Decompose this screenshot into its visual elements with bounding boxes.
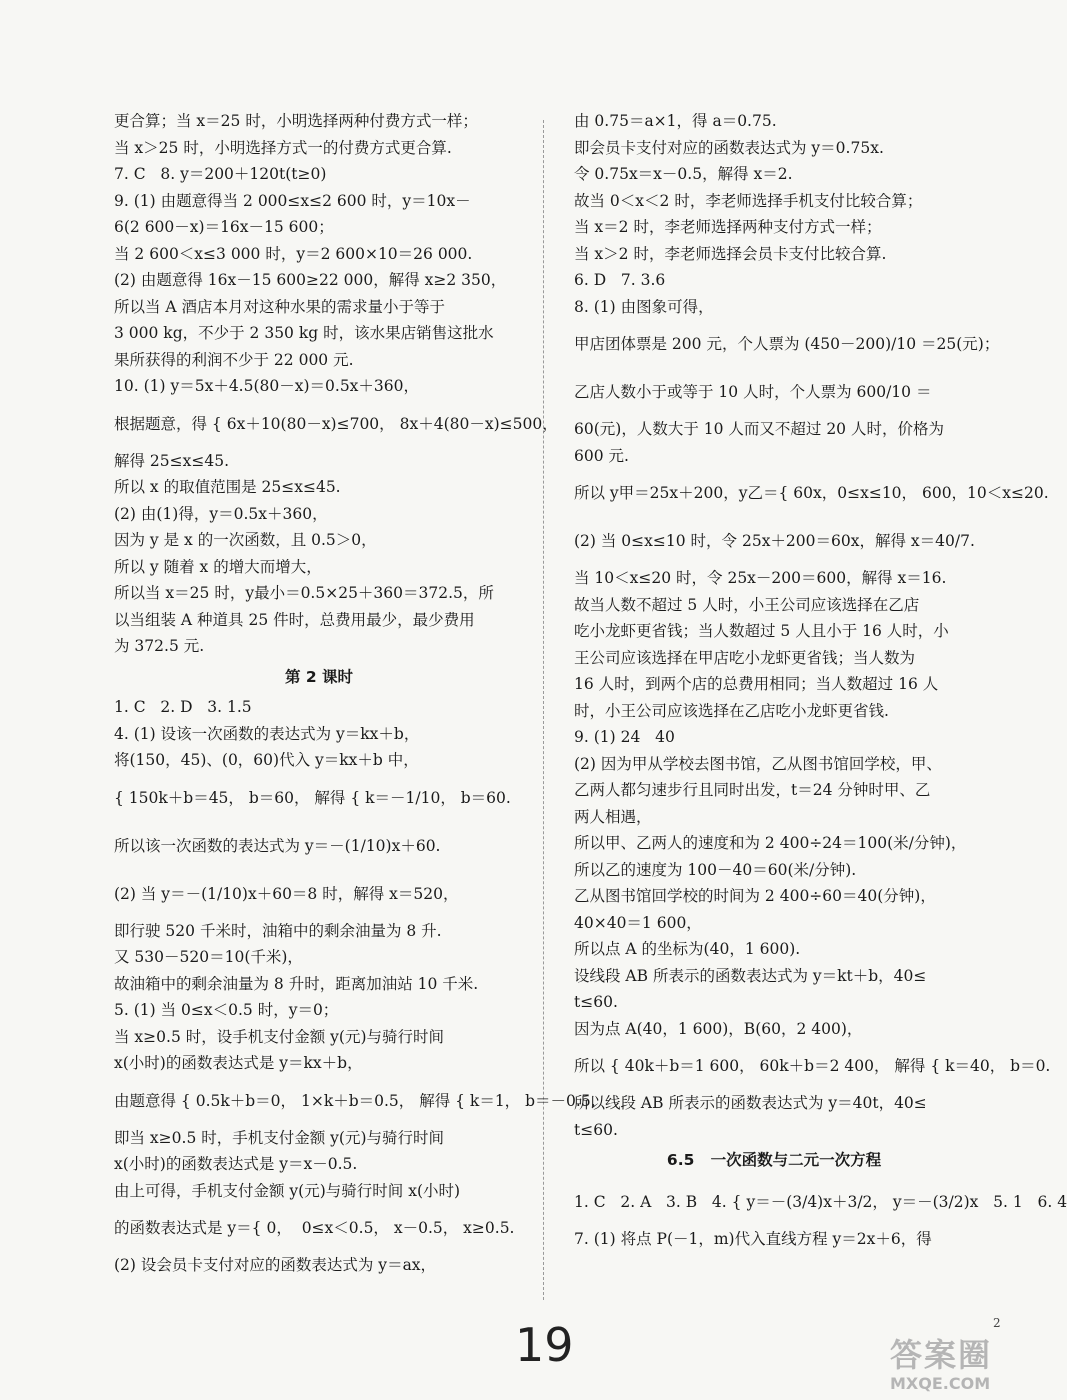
text-line: (2) 设会员卡支付对应的函数表达式为 y＝ax， xyxy=(114,1256,437,1274)
text-line: 所以 x 的取值范围是 25≤x≤45. xyxy=(114,478,341,496)
text-line: 故油箱中的剩余油量为 8 升时，距离加油站 10 千米. xyxy=(114,974,479,993)
text-line: 所以当 A 酒店本月对这种水果的需求量小于等于 xyxy=(114,297,446,316)
text-line: 即行驶 520 千米时，油箱中的剩余油量为 8 升. xyxy=(114,921,442,940)
text-line: 所以点 A 的坐标为(40，1 600). xyxy=(574,940,801,958)
text-line: 更合算；当 x＝25 时，小明选择两种付费方式一样； xyxy=(114,112,478,130)
text-line: 7. C 8. y＝200＋120t(t≥0) xyxy=(114,165,327,183)
text-line: 吃小龙虾更省钱；当人数超过 5 人且小于 16 人时，小 xyxy=(574,622,949,640)
text-line: 以当组装 A 种道具 25 件时，总费用最少，最少费用 xyxy=(114,610,475,629)
text-line: 故当 0＜x＜2 时，李老师选择手机支付比较合算； xyxy=(574,191,923,210)
edge-page-mark: 2 xyxy=(993,1316,1001,1330)
equation-line: 根据题意，得 { 6x＋10(80－x)≤700， 8x＋4(80－x)≤500， xyxy=(114,414,558,433)
text-line: t≤60. xyxy=(574,993,618,1011)
handwritten-page-number: 19 xyxy=(515,1318,574,1372)
text-line: 乙从图书馆回学校的时间为 2 400÷60＝40(分钟)， xyxy=(574,887,936,905)
text-line: 将(150，45)、(0，60)代入 y＝kx＋b 中， xyxy=(114,751,419,769)
text-line: 16 人时，到两个店的总费用相同；当人数超过 16 人 xyxy=(574,675,939,693)
text-line: 9. (1) 24 40 xyxy=(574,728,675,746)
equation-line: 乙店人数小于或等于 10 人时，个人票为 600/10 ＝ xyxy=(574,383,932,401)
equation-line: 甲店团体票是 200 元，个人票为 (450－200)/10 ＝25(元)； xyxy=(574,335,1000,353)
text-line: 果所获得的利润不少于 22 000 元. xyxy=(114,350,354,369)
equation-line: (2) 当 y＝－(1/10)x＋60＝8 时，解得 x＝520， xyxy=(114,884,459,903)
text-line: 600 元. xyxy=(574,446,629,465)
text-line: (2) 由(1)得，y＝0.5x＋360， xyxy=(114,504,328,523)
text-line: 10. (1) y＝5x＋4.5(80－x)＝0.5x＋360， xyxy=(114,377,420,395)
text-line: (2) 因为甲从学校去图书馆，乙从图书馆回学校，甲、 xyxy=(574,754,942,773)
text-line: 令 0.75x＝x－0.5，解得 x＝2. xyxy=(574,165,793,183)
watermark-text: 答案圈 xyxy=(890,1336,993,1374)
text-line: 解得 25≤x≤45. xyxy=(114,451,230,470)
text-line: 当 x＞2 时，李老师选择会员卡支付比较合算. xyxy=(574,244,887,263)
text-line: 所以 y 随着 x 的增大而增大， xyxy=(114,557,322,576)
text-line: 所以线段 AB 所表示的函数表达式为 y＝40t，40≤ xyxy=(574,1094,927,1112)
text-line: 当 x＞25 时，小明选择方式一的付费方式更合算. xyxy=(114,138,452,157)
text-line: 40×40＝1 600， xyxy=(574,913,702,932)
watermark-url: MXQE.COM xyxy=(890,1374,991,1393)
text-line: 所以乙的速度为 100－40＝60(米/分钟). xyxy=(574,860,857,879)
text-line: (2) 由题意得 16x－15 600≥22 000，解得 x≥2 350， xyxy=(114,271,507,289)
text-line: x(小时)的函数表达式是 y＝kx＋b， xyxy=(114,1054,363,1072)
text-line: 所以当 x＝25 时，y最小＝0.5×25＋360＝372.5，所 xyxy=(114,584,494,602)
right-column xyxy=(574,108,1067,1252)
text-line: 5. (1) 当 0≤x＜0.5 时，y＝0； xyxy=(114,1001,339,1019)
text-line: 又 530－520＝10(千米)， xyxy=(114,948,303,966)
text-line: 当 x≥0.5 时，设手机支付金额 y(元)与骑行时间 xyxy=(114,1027,445,1046)
text-line: t≤60. xyxy=(574,1120,618,1139)
text-line: 6. D 7. 3.6 xyxy=(574,271,666,289)
text-line: 6(2 600－x)＝16x－15 600； xyxy=(114,218,334,236)
equation-line: 所以 y甲＝25x＋200，y乙＝{ 60x，0≤x≤10， 600，10＜x≤20. xyxy=(574,484,1049,502)
text-line: 故当人数不超过 5 人时，小王公司应该选择在乙店 xyxy=(574,595,920,614)
text-line: 设线段 AB 所表示的函数表达式为 y＝kt＋b，40≤ xyxy=(574,966,927,985)
text-line: 3 000 kg，不少于 2 350 kg 时，该水果店销售这批水 xyxy=(114,324,494,342)
text-line: 当 x＝2 时，李老师选择两种支付方式一样； xyxy=(574,218,882,236)
text-line: 两人相遇， xyxy=(574,807,652,826)
text-line: 60(元)，人数大于 10 人而又不超过 20 人时，价格为 xyxy=(574,420,944,438)
text-line: x(小时)的函数表达式是 y＝x－0.5. xyxy=(114,1155,358,1173)
text-line: 即当 x≥0.5 时，手机支付金额 y(元)与骑行时间 xyxy=(114,1128,445,1147)
text-line: 因为 y 是 x 的一次函数，且 0.5＞0， xyxy=(114,531,377,549)
text-line: 7. (1) 将点 P(－1，m)代入直线方程 y＝2x＋6，得 xyxy=(574,1229,932,1248)
text-line: 由 0.75＝a×1，得 a＝0.75. xyxy=(574,112,777,130)
text-line: 当 10＜x≤20 时，令 25x－200＝600，解得 x＝16. xyxy=(574,569,947,587)
text-line: 因为点 A(40，1 600)，B(60，2 400)， xyxy=(574,1019,863,1038)
equation-line: 由题意得 { 0.5k＋b＝0， 1×k＋b＝0.5， 解得 { k＝1， b＝－0.5. xyxy=(114,1091,596,1110)
equation-line: 的函数表达式是 y＝{ 0， 0≤x＜0.5， x－0.5， x≥0.5. xyxy=(114,1219,515,1237)
text-line: 为 372.5 元. xyxy=(114,637,205,655)
equation-line: 所以 { 40k＋b＝1 600， 60k＋b＝2 400， 解得 { k＝40， b＝0. xyxy=(574,1057,1051,1075)
text-line: 4. (1) 设该一次函数的表达式为 y＝kx＋b， xyxy=(114,724,420,743)
equation-line: 1. C 2. A 3. B 4. { y＝－(3/4)x＋3/2， y＝－(3/2)x 5. 1 6. 4 xyxy=(574,1192,1067,1211)
column-divider xyxy=(543,120,544,1300)
text-line: 当 2 600＜x≤3 000 时，y＝2 600×10＝26 000. xyxy=(114,244,473,263)
text-line: 时，小王公司应该选择在乙店吃小龙虾更省钱. xyxy=(574,701,889,720)
equation-line: { 150k＋b＝45， b＝60， 解得 { k＝－1/10， b＝60. xyxy=(114,788,511,807)
section-heading: 6.5 一次函数与二元一次方程 xyxy=(666,1151,882,1169)
section-heading: 第 2 课时 xyxy=(284,667,354,686)
text-line: 由上可得，手机支付金额 y(元)与骑行时间 x(小时) xyxy=(114,1181,461,1200)
text-line: 即会员卡支付对应的函数表达式为 y＝0.75x. xyxy=(574,138,884,157)
equation-line: (2) 当 0≤x≤10 时，令 25x＋200＝60x，解得 x＝40/7. xyxy=(574,532,975,550)
text-line: 所以甲、乙两人的速度和为 2 400÷24＝100(米/分钟)， xyxy=(574,834,967,852)
text-line: 9. (1) 由题意得当 2 000≤x≤2 600 时，y＝10x－ xyxy=(114,191,471,210)
text-line: 王公司应该选择在甲店吃小龙虾更省钱；当人数为 xyxy=(574,648,916,667)
equation-line: 所以该一次函数的表达式为 y＝－(1/10)x＋60. xyxy=(114,836,441,855)
text-line: 乙两人都匀速步行且同时出发，t＝24 分钟时甲、乙 xyxy=(574,781,931,799)
text-line: 1. C 2. D 3. 1.5 xyxy=(114,698,252,716)
watermark-logo xyxy=(890,1330,994,1393)
text-line: 8. (1) 由图象可得， xyxy=(574,297,714,316)
